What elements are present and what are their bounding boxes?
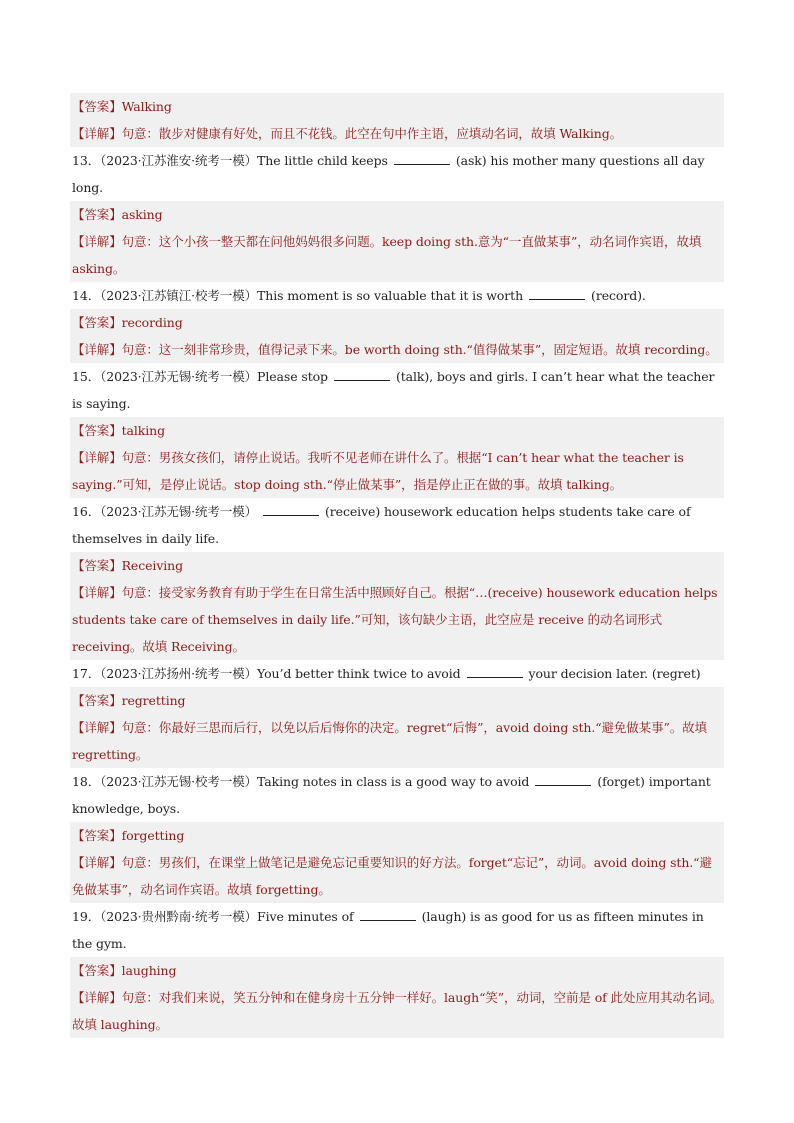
explanation-block <box>70 444 724 498</box>
explanation-label: 【详解】 <box>72 234 122 249</box>
explanation-label: 【详解】 <box>72 342 122 357</box>
question-source: （2023·江苏镇江·校考一模） <box>100 288 258 303</box>
answer-line <box>70 93 724 120</box>
question-number: 17． <box>72 666 101 681</box>
answer-blank <box>467 665 523 678</box>
explanation-block <box>70 120 724 147</box>
question-number: 14． <box>72 288 101 303</box>
question-line <box>70 903 724 957</box>
answer-label: 【答案】 <box>72 315 122 330</box>
answer-text: Receiving <box>121 558 184 573</box>
question-line <box>70 498 724 552</box>
question-number: 19． <box>72 909 101 924</box>
question-source: （2023·江苏无锡·校考一模） <box>100 774 258 789</box>
answer-text: talking <box>121 423 166 438</box>
answer-blank <box>535 773 591 786</box>
answer-blank <box>360 908 416 921</box>
answer-blank <box>334 368 390 381</box>
explanation-text: 句意：男孩女孩们，请停止说话。我听不见老师在讲什么了。根据“I can’t hear what the teacher is saying.”可知，是停止说话。stop doing sth.“停止做某事”，指是停止正在做的事。故填 talking。 <box>72 450 684 492</box>
explanation-text: 句意：这个小孩一整天都在问他妈妈很多问题。keep doing sth.意为“一直做某事”，动名词作宾语，故填 asking。 <box>72 234 702 276</box>
explanation-block <box>70 714 724 768</box>
explanation-label: 【详解】 <box>72 126 122 141</box>
question-line <box>70 147 724 201</box>
explanation-label: 【详解】 <box>72 855 122 870</box>
question-text-after: (record). <box>591 288 646 303</box>
explanation-block <box>70 984 724 1038</box>
answer-text: recording <box>121 315 183 330</box>
question-text-after: (talk), boys and girls. I can’t hear what the teacher is saying. <box>72 369 715 411</box>
answer-blank <box>529 287 585 300</box>
answer-label: 【答案】 <box>72 558 122 573</box>
question-text-after: (receive) housework education helps students take care of themselves in daily life. <box>72 504 691 546</box>
answer-text: laughing <box>121 963 177 978</box>
answer-label: 【答案】 <box>72 99 122 114</box>
question-line <box>70 282 724 309</box>
explanation-block <box>70 336 724 363</box>
question-text-before: The little child keeps <box>257 153 388 168</box>
answer-line <box>70 552 724 579</box>
explanation-text: 句意：这一刻非常珍贵，值得记录下来。be worth doing sth.“值得做某事”，固定短语。故填 recording。 <box>121 342 718 357</box>
explanation-block <box>70 228 724 282</box>
question-source: （2023·江苏扬州·统考一模） <box>100 666 258 681</box>
question-line <box>70 363 724 417</box>
explanation-text: 句意：接受家务教育有助于学生在日常生活中照顾好自己。根据“…(receive) housework education helps students take care of themselves in daily life.”可知，该句缺少主语，此空应是 receive 的动名词形式 receiving。故填 Receiving。 <box>72 585 718 654</box>
answer-text: asking <box>121 207 163 222</box>
explanation-label: 【详解】 <box>72 450 122 465</box>
question-text-before: Taking notes in class is a good way to avoid <box>257 774 530 789</box>
question-text-before: Please stop <box>257 369 328 384</box>
answer-text: regretting <box>121 693 186 708</box>
explanation-block <box>70 849 724 903</box>
answer-label: 【答案】 <box>72 423 122 438</box>
question-number: 16． <box>72 504 101 519</box>
explanation-text: 句意：你最好三思而后行，以免以后后悔你的决定。regret“后悔”，avoid doing sth.“避免做某事”。故填 regretting。 <box>72 720 707 762</box>
question-text-after: your decision later. (regret) <box>528 666 701 681</box>
question-line <box>70 660 724 687</box>
question-text-before: This moment is so valuable that it is worth <box>257 288 524 303</box>
explanation-text: 句意：对我们来说，笑五分钟和在健身房十五分钟一样好。laugh“笑”，动词，空前是 of 此处应用其动名词。故填 laughing。 <box>72 990 723 1032</box>
question-text-after: (laugh) is as good for us as fifteen minutes in the gym. <box>72 909 704 951</box>
answer-line <box>70 417 724 444</box>
document-page <box>70 93 724 1038</box>
answer-line <box>70 687 724 714</box>
question-source: （2023·江苏无锡·统考一模） <box>100 369 258 384</box>
explanation-block <box>70 579 724 660</box>
question-source: （2023·江苏无锡·统考一模） <box>100 504 258 519</box>
explanation-text: 句意：男孩们，在课堂上做笔记是避免忘记重要知识的好方法。forget“忘记”，动词。avoid doing sth.“避免做某事”，动名词作宾语。故填 forgetting。 <box>72 855 712 897</box>
question-source: （2023·江苏淮安·统考一模） <box>100 153 258 168</box>
question-source: （2023·贵州黔南·统考一模） <box>100 909 258 924</box>
question-number: 18． <box>72 774 101 789</box>
answer-line <box>70 822 724 849</box>
question-text-after: (ask) his mother many questions all day long. <box>72 153 705 195</box>
explanation-label: 【详解】 <box>72 990 122 1005</box>
answer-label: 【答案】 <box>72 207 122 222</box>
question-number: 15． <box>72 369 101 384</box>
explanation-text: 句意：散步对健康有好处，而且不花钱。此空在句中作主语，应填动名词，故填 Walking。 <box>121 126 623 141</box>
answer-blank <box>263 503 319 516</box>
question-text-after: (forget) important knowledge, boys. <box>72 774 711 816</box>
answer-label: 【答案】 <box>72 693 122 708</box>
answer-text: Walking <box>121 99 172 114</box>
answer-text: forgetting <box>121 828 185 843</box>
explanation-label: 【详解】 <box>72 585 122 600</box>
explanation-label: 【详解】 <box>72 720 122 735</box>
answer-line <box>70 201 724 228</box>
answer-blank <box>394 152 450 165</box>
question-number: 13． <box>72 153 101 168</box>
answer-label: 【答案】 <box>72 828 122 843</box>
question-text-before: Five minutes of <box>257 909 354 924</box>
question-text-before: You’d better think twice to avoid <box>257 666 461 681</box>
question-line <box>70 768 724 822</box>
answer-line <box>70 957 724 984</box>
answer-label: 【答案】 <box>72 963 122 978</box>
answer-line <box>70 309 724 336</box>
